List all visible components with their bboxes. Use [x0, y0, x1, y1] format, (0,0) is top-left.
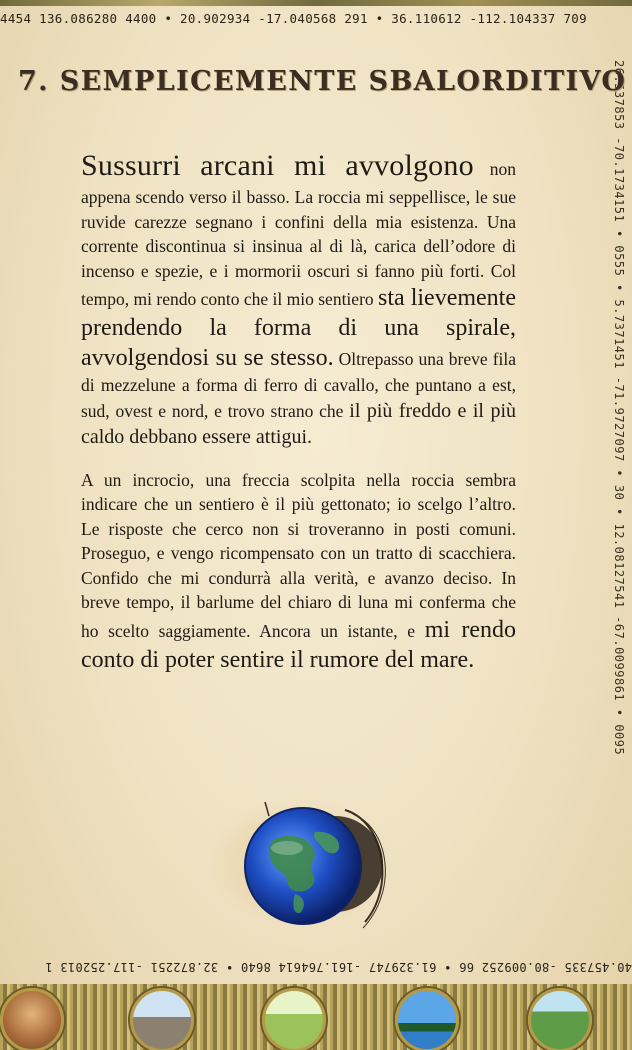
medallion-river [528, 988, 592, 1050]
paragraph-2-text: A un incrocio, una freccia scolpita nella roccia sembra indicare che un sentiero è il più gettonato; io scelgo l’altro. Le risposte che cerco non si troveranno in posti comuni. Proseguo, e vengo ricompensato con un tratto di scacchiera. Confido che mi condurrà alla verità, e avanzo deciso. In breve tempo, il barlume del chiaro di luna mi conferma che ho scelto saggiamente. Ancora un istante, e [81, 469, 516, 641]
side-coordinates-strip [608, 40, 632, 960]
paragraph-1-text-a: non appena scendo verso il basso. La roccia mi seppellisce, le sue ruvide carezze segnano i confini della mia esistenza. Una corrente discontinua si insinua al di là, carica dell’odore di incenso e spezie, e i mormorii oscuri si fanno più forti. Col tempo, mi rendo conto che il mio sentiero [81, 159, 517, 309]
emphasis-phrase-spiral: sta lievemente prendendo la forma di una spirale, avvolgendosi su se stesso. [81, 285, 516, 371]
side-coordinates: 26.537853 -70.1734151 • 0555 • 5.7371451 -71.9727097 • 30 • 12.08127541 -67.0099861 • 0095 [612, 60, 626, 756]
top-coordinates: 4454 136.086280 4400 • 20.902934 -17.040568 291 • 36.110612 -112.104337 709 [0, 11, 587, 26]
emphasis-phrase-cold-hot: il più freddo e il più caldo debbano essere attigui. [81, 399, 517, 448]
medallion-castle [130, 988, 194, 1050]
bottom-coordinates: 40.457335 -80.009252 66 • 61.329747 -161.764614 8640 • 32.872251 -117.252013 1 [45, 960, 632, 974]
globe-illustration [195, 792, 415, 942]
top-ornament-band [0, 0, 632, 6]
lede-phrase: Sussurri arcani mi avvolgono [81, 149, 474, 182]
globe-icon [195, 792, 415, 942]
chapter-title: 7. SEMPLICEMENTE SBALORDITIVO [18, 66, 627, 97]
emphasis-phrase-sea: mi rendo conto di poter sentire il rumore del mare. [81, 616, 516, 673]
medallion-trees [395, 988, 459, 1050]
chapter-body [81, 147, 516, 675]
medallion-canyon [0, 988, 64, 1050]
paragraph-1-text-b: Oltrepasso una breve fila di mezzelune a forma di ferro di cavallo, che puntano a est, sud, ovest e nord, e trovo strano che [81, 349, 517, 421]
paragraph-1 [81, 147, 516, 450]
paragraph-2 [81, 468, 516, 675]
medallion-meadow [262, 988, 326, 1050]
